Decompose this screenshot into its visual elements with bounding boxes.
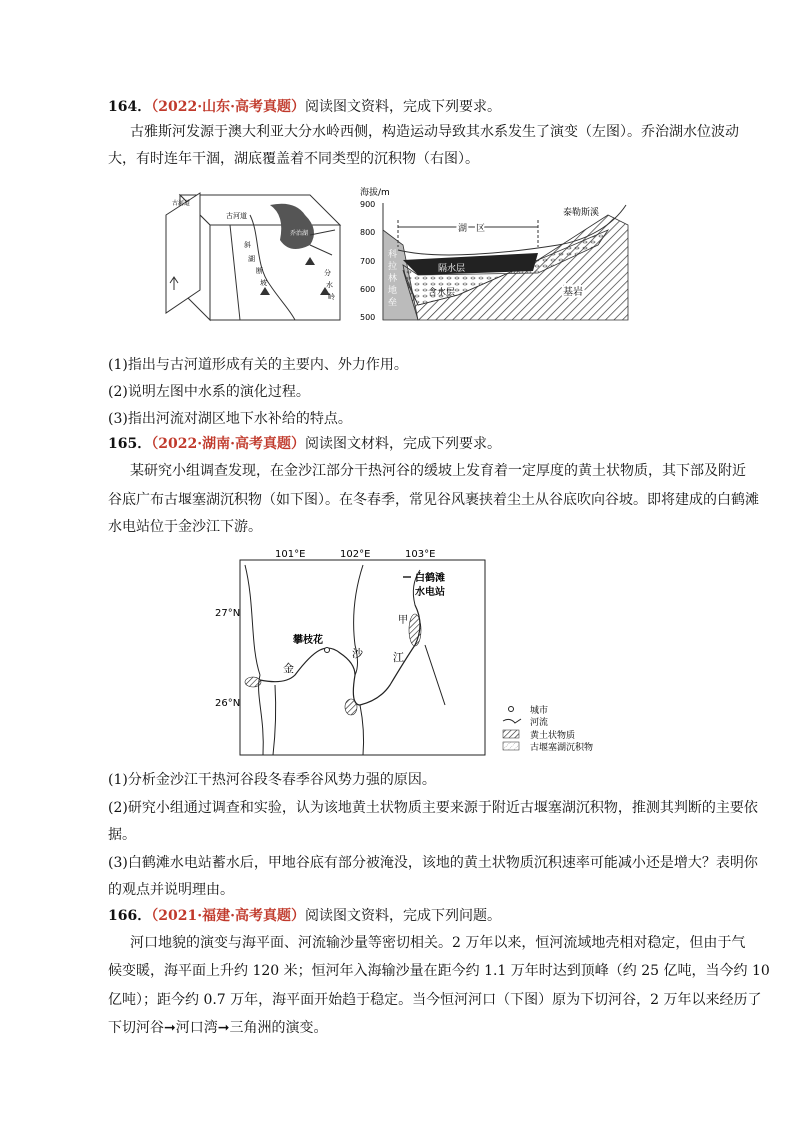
site-label-jia: 甲	[398, 615, 408, 626]
bedrock-label: 基岩	[563, 287, 583, 298]
q165-paragraph-line: 水电站位于金沙江下游。	[108, 519, 262, 535]
question-source: （2022·山东·高考真题）	[151, 99, 305, 115]
fig-left-label: 斜	[244, 241, 251, 249]
legend-city: 城市	[530, 706, 549, 716]
station-label: 水电站	[415, 587, 445, 598]
city-icon	[509, 707, 514, 712]
fig-right-ylabel: 海拔/m	[360, 188, 390, 198]
y-tick: 800	[360, 228, 376, 237]
legend-loess: 黄土状物质	[530, 731, 576, 741]
longitude-label: 103°E	[405, 549, 436, 560]
q164-paragraph-line: 大，有时连年干涸，湖底覆盖着不同类型的沉积物（右图）。	[108, 151, 479, 167]
fig-left-label: 湖	[248, 255, 255, 263]
q166-paragraph-line: 河口地貌的演变与海平面、河流输沙量等密切相关。2 万年以来，恒河流域地壳相对稳定，但由于气	[130, 935, 746, 951]
fig-left-label: 岭	[328, 293, 335, 301]
longitude-label: 102°E	[340, 549, 371, 560]
fault-label: 林	[388, 274, 398, 284]
question-number: 166．	[108, 908, 152, 924]
latitude-label: 27°N	[215, 608, 241, 619]
latitude-label: 26°N	[215, 698, 241, 709]
question-number: 164．	[108, 99, 152, 115]
question-source: （2022·湖南·高考真题）	[151, 436, 305, 452]
fault-label: 拉	[388, 262, 398, 272]
fig-left-label: 古河道	[226, 212, 247, 220]
taylor-creek-label: 泰勒斯溪	[563, 208, 600, 218]
q165-sub2-line: 据。	[108, 827, 136, 843]
question-prompt: 阅读图文材料，完成下列要求。	[304, 436, 501, 452]
q164-cross-section	[358, 185, 638, 330]
fault-label: 地	[388, 286, 398, 296]
fig-left-label: 乔治湖	[290, 230, 309, 237]
legend-river: 河流	[530, 718, 549, 728]
q165-sub2-line: (2)研究小组通过调查和实验，认为该地黄土状物质主要来源于附近古堰塞湖沉积物，推测其判断的主要依	[108, 800, 758, 816]
q164-sub2: (2)说明左图中水系的演化过程。	[108, 384, 310, 400]
fig-left-label: 水	[326, 281, 333, 289]
q164-heading	[108, 97, 501, 117]
fig-left-label: 坡	[260, 279, 267, 287]
q165-paragraph-line: 谷底广布古堰塞湖沉积物（如下图）。在冬春季，常见谷风裹挟着尘土从谷底吹向谷坡。即将建成的白鹤滩	[108, 492, 759, 508]
question-prompt: 阅读图文资料，完成下列问题。	[304, 908, 501, 924]
question-number: 165．	[108, 436, 152, 452]
q165-paragraph-line: 某研究小组调查发现，在金沙江部分干热河谷的缓坡上发育着一定厚度的黄土状物质，其下部及附近	[130, 463, 746, 479]
fig-left-label: 断	[256, 267, 263, 275]
y-tick: 600	[360, 285, 376, 294]
fig-left-label: 分	[324, 269, 331, 277]
q165-map	[215, 545, 645, 760]
lake-zone-label: 湖 区	[458, 224, 486, 234]
q164-paragraph-line: 古雅斯河发源于澳大利亚大分水岭西侧，构造运动导致其水系发生了演变（左图）。乔治湖水位波动	[130, 124, 739, 140]
y-tick: 500	[360, 313, 376, 322]
q166-paragraph-line: 候变暖，海平面上升约 120 米；恒河年入海输沙量在距今约 1.1 万年时达到顶峰（约 25 亿吨，当今约 10	[108, 963, 770, 979]
y-tick: 700	[360, 257, 376, 266]
fig-left-label: 古河道	[172, 200, 191, 207]
river-icon	[503, 719, 521, 723]
q164-sub1: (1)指出与古河道形成有关的主要内、外力作用。	[108, 357, 408, 373]
q165-sub3-line: 的观点并说明理由。	[108, 882, 234, 898]
q165-sub1: (1)分析金沙江干热河谷段冬春季谷风势力强的原因。	[108, 772, 436, 788]
y-tick: 900	[360, 200, 376, 209]
aquifer-label: 含水层	[428, 288, 456, 298]
q165-sub3-line: (3)白鹤滩水电站蓄水后，甲地谷底有部分被淹没，该地的黄土状物质沉积速率可能减小还是增大？表明你	[108, 855, 758, 871]
q166-paragraph-line: 下切河谷➞河口湾➞三角洲的演变。	[108, 1020, 328, 1036]
q166-paragraph-line: 亿吨）；距今约 0.7 万年，海平面开始趋于稳定。当今恒河河口（下图）原为下切河谷，2 万年以来经历了	[108, 992, 762, 1008]
station-label: 白鹤滩	[415, 573, 445, 584]
lake-swatch-icon	[503, 742, 519, 750]
city-label: 攀枝花	[293, 635, 323, 646]
question-source: （2021·福建·高考真题）	[151, 908, 305, 924]
river-label-sha: 沙	[352, 647, 363, 660]
loess-swatch-icon	[503, 730, 519, 738]
q165-heading	[108, 434, 501, 454]
fault-label: 垒	[388, 298, 398, 308]
fault-label: 科	[388, 250, 398, 260]
question-prompt: 阅读图文资料，完成下列要求。	[304, 99, 501, 115]
aquitard-label: 隔水层	[438, 264, 466, 274]
q166-heading	[108, 906, 501, 926]
longitude-label: 101°E	[275, 549, 306, 560]
q164-sub3: (3)指出河流对湖区地下水补给的特点。	[108, 411, 352, 427]
legend-lake: 古堰塞湖沉积物	[530, 743, 594, 753]
river-label-jiang: 江	[393, 651, 404, 664]
river-label-jin: 金	[283, 662, 294, 675]
q164-block-diagram	[160, 185, 350, 325]
